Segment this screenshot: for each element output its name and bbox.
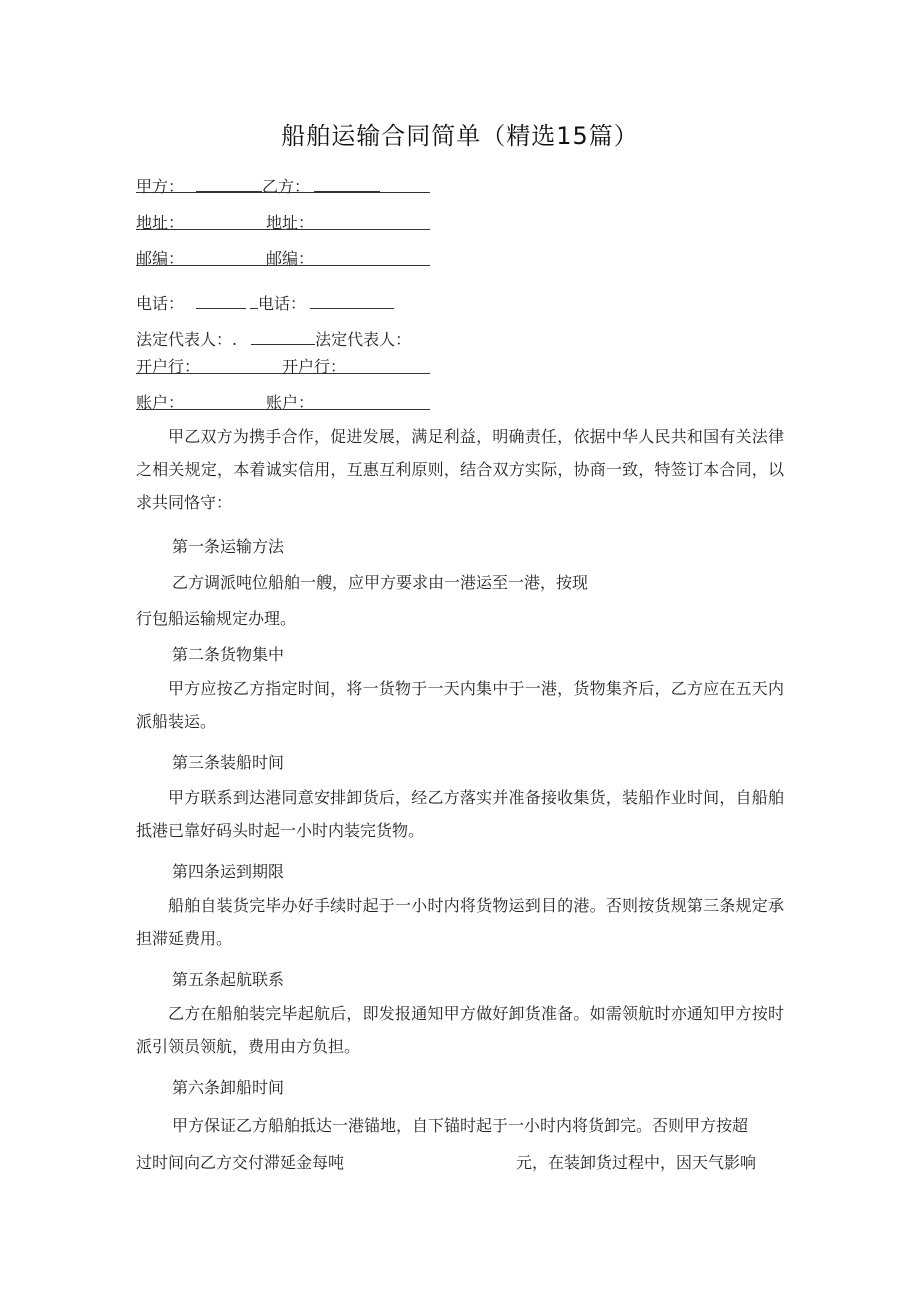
article-2-heading: 第二条货物集中	[172, 645, 285, 664]
party-a-label: 甲方：	[136, 177, 185, 196]
phone-a-blank[interactable]	[196, 296, 246, 309]
phone-sep-blank	[250, 296, 258, 309]
zip-rule[interactable]	[136, 265, 430, 266]
article-1-line2: 行包船运输规定办理。	[136, 609, 297, 628]
account-b-label: 账户：	[266, 393, 315, 412]
article-4-body: 船舶自装货完毕办好手续时起于一小时内将货物运到目的港。否则按货规第三条规定承担滞延费用。	[136, 896, 784, 948]
account-a-label: 账户：	[136, 393, 185, 412]
article-3-body: 甲方联系到达港同意安排卸货后，经乙方落实并准备接收集货，装船作业时间，自船舶抵港已靠好码头时起一小时内装完货物。	[136, 788, 784, 840]
article-6-line2b: 元，在装卸货过程中，因天气影响	[516, 1153, 757, 1172]
rep-b-label: 法定代表人：	[315, 330, 412, 349]
bank-b-label: 开户行：	[282, 357, 347, 376]
bank-rule[interactable]	[136, 373, 430, 374]
article-6-line2a: 过时间向乙方交付滞延金每吨	[136, 1153, 345, 1172]
phone-line	[136, 291, 394, 314]
phone-a-label: 电话：	[136, 294, 185, 313]
party-a-blank[interactable]	[196, 179, 262, 192]
address-rule[interactable]	[136, 229, 430, 230]
article-5-heading: 第五条起航联系	[172, 970, 285, 989]
zip-a-label: 邮编：	[136, 249, 185, 268]
rep-a-label: 法定代表人：.	[136, 330, 238, 349]
party-b-blank[interactable]	[314, 179, 380, 192]
article-1-heading: 第一条运输方法	[172, 537, 285, 556]
rep-a-blank[interactable]	[251, 332, 315, 345]
article-6-heading: 第六条卸船时间	[172, 1078, 285, 1097]
rep-line	[136, 327, 411, 350]
party-line	[136, 174, 380, 197]
address-a-label: 地址：	[136, 213, 185, 232]
article-2-body: 甲方应按乙方指定时间，将一货物于一天内集中于一港，货物集齐后，乙方应在五天内派船装运。	[136, 679, 784, 731]
article-5-body: 乙方在船舶装完毕起航后，即发报通知甲方做好卸货准备。如需领航时亦通知甲方按时派引领员领航，费用由方负担。	[136, 1004, 784, 1056]
document-title: 船舶运输合同简单（精选15篇）	[281, 122, 639, 150]
party-b-label: 乙方：	[262, 177, 311, 196]
article-4-heading: 第四条运到期限	[172, 862, 285, 881]
phone-b-label: 电话：	[258, 294, 307, 313]
article-6-line1: 甲方保证乙方船舶抵达一港锚地，自下锚时起于一小时内将货卸完。否则甲方按超	[172, 1116, 749, 1135]
phone-b-blank[interactable]	[310, 296, 394, 309]
intro-paragraph: 甲乙双方为携手合作，促进发展，满足利益，明确责任，依据中华人民共和国有关法律之相关规定，本着诚实信用，互惠互利原则，结合双方实际，协商一致，特签订本合同，以求共同恪守：	[136, 427, 784, 512]
article-3-heading: 第三条装船时间	[172, 753, 285, 772]
address-b-label: 地址：	[266, 213, 315, 232]
article-1-line1: 乙方调派吨位船舶一艘，应甲方要求由一港运至一港，按现	[172, 573, 589, 592]
zip-b-label: 邮编：	[266, 249, 315, 268]
party-rule	[136, 192, 430, 193]
bank-a-label: 开户行：	[136, 357, 201, 376]
account-rule[interactable]	[136, 409, 430, 410]
